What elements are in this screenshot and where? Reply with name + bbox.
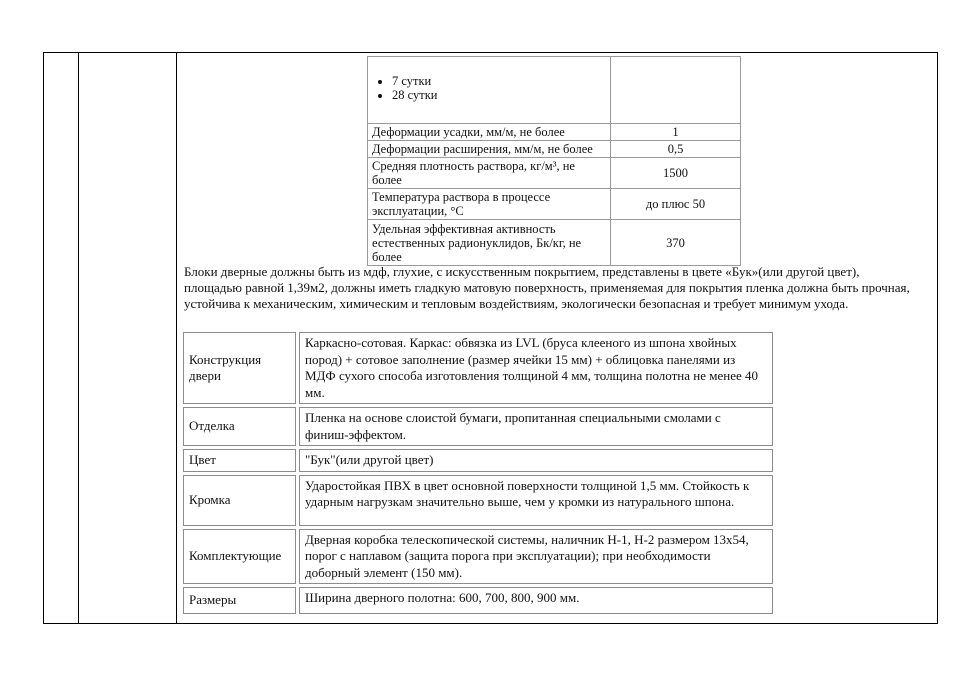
table-row	[368, 158, 741, 189]
properties-table	[367, 56, 741, 266]
property-value: 1500	[611, 158, 741, 189]
empty-value-cell	[611, 57, 741, 124]
door-description-paragraph: Блоки дверные должны быть из мдф, глухие, с искусственным покрытием, представлены в цвете «Бук»(или другой цвет), площадью равной 1,39м2, должны иметь гладкую матовую поверхность, применяемая для покрытия пленка должна быть прочная, устойчива к механическим, химическим и тепловым воздействиям, экологически безопасная и требует минимум ухода.	[184, 264, 910, 311]
spec-value: "Бук"(или другой цвет)	[299, 449, 773, 472]
table-row	[368, 124, 741, 141]
table-row	[183, 449, 773, 472]
spec-label: Отделка	[183, 407, 296, 446]
property-value: 1	[611, 124, 741, 141]
spec-label: Комплектующие	[183, 529, 296, 585]
column-divider-1	[78, 52, 79, 624]
table-row	[183, 529, 773, 585]
table-row	[183, 587, 773, 614]
spec-value: Ширина дверного полотна: 600, 700, 800, 900 мм.	[299, 587, 773, 614]
table-row	[183, 475, 773, 526]
table-row	[183, 407, 773, 446]
curing-periods-cell	[368, 57, 611, 124]
property-value: 370	[611, 220, 741, 266]
column-divider-2	[176, 52, 177, 624]
list-item: • 28 сутки	[392, 88, 606, 102]
spec-value: Пленка на основе слоистой бумаги, пропитанная специальными смолами с финиш-эффектом.	[299, 407, 773, 446]
property-label: Деформации усадки, мм/м, не более	[368, 124, 611, 141]
spec-value: Каркасно-сотовая. Каркас: обвязка из LVL (бруса клееного из шпона хвойных пород) + сотовое заполнение (размер ячейки 15 мм) + облицовка панелями из МДФ сухого способа изготовления толщиной 4 мм, толщина полотна не менее 40 мм.	[299, 332, 773, 404]
table-row	[368, 57, 741, 124]
table-row	[368, 220, 741, 266]
property-value: 0,5	[611, 141, 741, 158]
spec-label: Кромка	[183, 475, 296, 526]
property-value: до плюс 50	[611, 189, 741, 220]
list-item: • 7 сутки	[392, 74, 606, 88]
table-row	[368, 141, 741, 158]
property-label: Деформации расширения, мм/м, не более	[368, 141, 611, 158]
spec-label: Конструкция двери	[183, 332, 296, 404]
spec-value: Ударостойкая ПВХ в цвет основной поверхности толщиной 1,5 мм. Стойкость к ударным нагрузкам значительно выше, чем у кромки из натурального шпона.	[299, 475, 773, 526]
table-row	[183, 332, 773, 404]
property-label: Средняя плотность раствора, кг/м³, не более	[368, 158, 611, 189]
property-label: Температура раствора в процессе эксплуатации, °С	[368, 189, 611, 220]
property-label: Удельная эффективная активность естественных радионуклидов, Бк/кг, не более	[368, 220, 611, 266]
curing-periods-list	[372, 74, 606, 102]
door-spec-table	[180, 329, 776, 617]
spec-label: Цвет	[183, 449, 296, 472]
spec-value: Дверная коробка телескопической системы, наличник Н-1, Н-2 размером 13х54, порог с наплавом (защита порога при эксплуатации); при необходимости доборный элемент (150 мм).	[299, 529, 773, 585]
spec-label: Размеры	[183, 587, 296, 614]
table-row	[368, 189, 741, 220]
